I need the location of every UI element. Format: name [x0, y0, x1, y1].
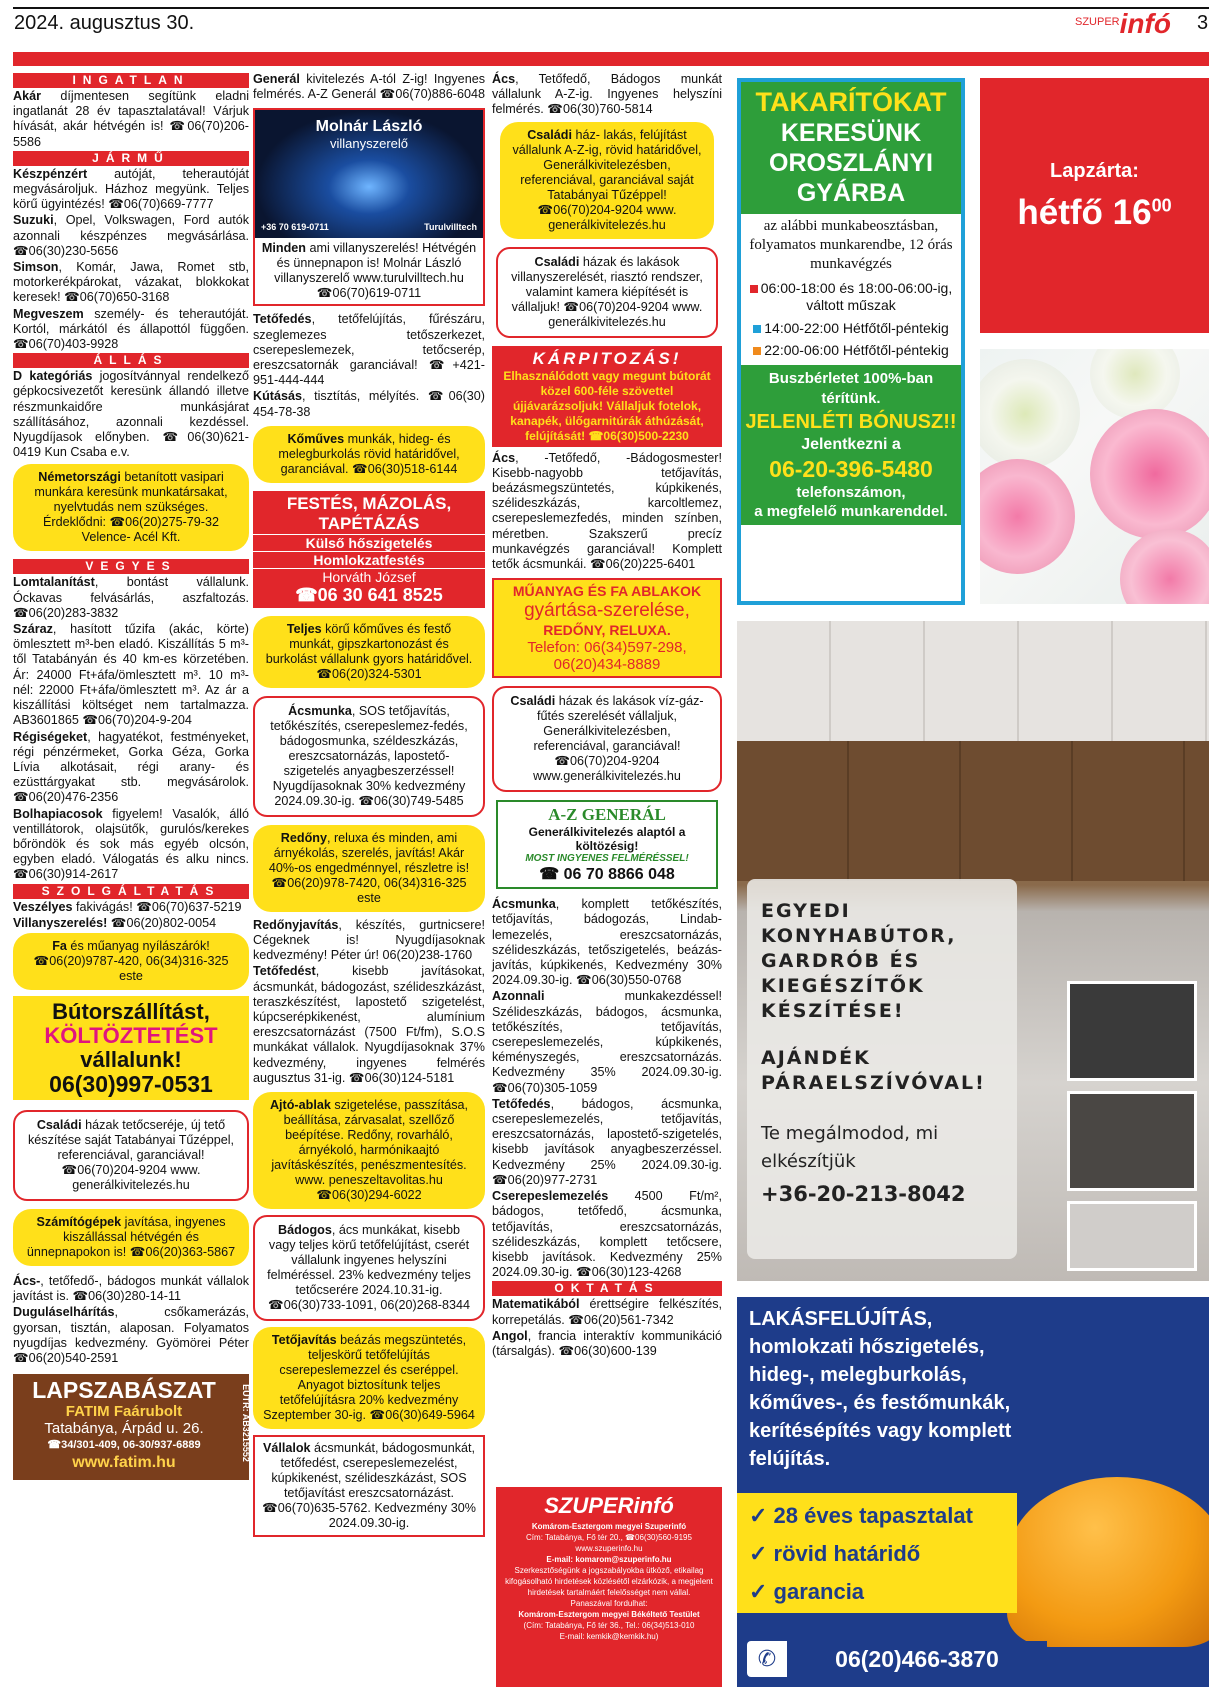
classified-ad: Tetőfedés, tetőfelújítás, fűrészáru, szeglemezes tetőszerkezet, cserepeslemezek, tetőcserép, ereszcsatornák garanciával! ☎+421-951-444-444 — [253, 312, 485, 388]
flower-pink-2 — [1090, 409, 1209, 539]
highlighted-ad: Fa és műanyag nyílászárók! ☎06(20)9787-420, 06(34)316-325 este — [13, 933, 249, 990]
shift-bullet-orange — [753, 347, 761, 355]
page-number: 3 — [1197, 12, 1209, 34]
cleaning-ad-top: TAKARÍTÓKAT KERESÜNK OROSZLÁNYI GYÁRBA — [741, 82, 961, 214]
shift-bullet-blue — [753, 325, 761, 333]
moving-ad: Bútorszállítást, KÖLTÖZTETÉST vállalunk! 06(30)997-0531 — [13, 996, 249, 1100]
classified-ad: Megveszem személy- és teherautóját. Kortól, márkától és állapottól függően. ☎06(70)403-9928 — [13, 306, 249, 352]
molnar-text: Minden ami villanyszerelés! Hétvégén és ünnepnapon is! Molnár László villanyszerelő www.turulvilltech.hu ☎06(70)619-0711 — [261, 241, 477, 301]
shift-3: 22:00-06:00 Hétfőtől-péntekig — [741, 339, 961, 361]
section-vegyes: VEGYES — [13, 559, 249, 574]
cleaning-job-ad: TAKARÍTÓKAT KERESÜNK OROSZLÁNYI GYÁRBA az alábbi munkabeosztásban, folyamatos munkarendbe, 12 órás munkavégzés 06:00-18:00 és 18:00-06:00-ig, váltott műszak 14:00-22:00 Hétfőtől-péntekig 22:00-06:00 Hétfőtől-péntekig Buszbérletet 100%-ban térítünk. JELENLÉTI BÓNUSZ!! Jelentkezni a 06-20-396-5480 telefonszámon, a megfelelő munkarenddel. PRIZMA WORK KFT. — [737, 78, 965, 605]
flower-white-2 — [1090, 349, 1180, 419]
highlighted-ad: Teljes körű kőműves és festő munkát, gipszkartonozást és burkolást vállalunk gyors határidővel. ☎06(20)324-5301 — [253, 616, 485, 688]
bordered-ad: Családi házak és lakások villanyszerelését, riasztó rendszer, valamint kamera kiépítését is vállaljuk! ☎06(70)204-9204 www. generálkivitelezés.hu — [496, 247, 718, 338]
highlighted-ad: Számítógépek javítása, ingyenes kiszállással hétvégén és ünnepnapokon is! ☎06(20)363-5867 — [13, 1209, 249, 1266]
flower-pink-3 — [1120, 529, 1209, 604]
classified-ad: Ács, Tetőfedő, Bádogos munkát vállalunk A-Z-ig. Ingyenes helyszíni felmérés. ☎06(30)760-5814 — [492, 72, 722, 117]
shift-1: 06:00-18:00 és 18:00-06:00-ig, váltott műszak — [741, 277, 961, 317]
muanyag-ad: MŰANYAG ÉS FA ABLAKOK gyártása-szerelése, REDŐNY, RELUXA. Telefon: 06(34)597-298, 06(20)434-8889 — [492, 578, 722, 678]
section-szolgaltatas: SZOLGÁLTATÁS — [13, 884, 249, 899]
molnar-ad — [253, 108, 485, 306]
kitchen-photo-1 — [1067, 981, 1197, 1081]
classified-ad: Tetőfedést, kisebb javításokat, ácsmunkát, bádogozást, szélideszkázást, teraszkészítést, lapostető szigetelést, kúpcserépkikenést, alumínium ereszcsatornázást (7500 Ft/fm), S.O.S munkákat vállalok. Nyugdíjasoknak 37% kedvezmény, ingyenes felmérés augusztus 31-ig. ☎06(30)124-5181 — [253, 964, 485, 1085]
classified-ad: Lomtalanítást, bontást vállalunk. Óckavas felvásárlás, aszfaltozás. ☎06(20)283-3832 — [13, 575, 249, 620]
classified-ad: Ácsmunka, komplett tetőkészítés, tetőjavítás, bádogozás, Lindab-lemezelés, ereszcsatornázás, szélideszkázás, tetőszigetelés, beázás-javítás, kúpkikenés, Kedvezmény 30% 2024.09.30-ig. ☎06(30)550-0768 — [492, 897, 722, 988]
karpitozas-ad: KÁRPITOZÁS! Elhasználódott vagy megunt bútorát közel 600-féle szövettel újjávarázsoljuk! Vállaljuk fotelok, kanapék, ülőgarnitúrák áthúzását, felújítását! ☎06(30)500-2230 — [492, 346, 722, 447]
phone-icon: ✆ — [757, 1646, 777, 1671]
header-logo-small: SZUPER — [1075, 16, 1120, 28]
flower-white-1 — [980, 359, 1080, 469]
highlighted-ad: Tetőjavítás beázás megszüntetés, teljeskörű tetőfelújítás cserepeslemezzel és cseréppel. Anyagot biztosítunk teljes tetőfelújításra 20% kedvezmény Szeptember 30-ig. ☎06(30)649-5964 — [253, 1327, 485, 1429]
renovation-ad: LAKÁSFELÚJÍTÁS, homlokzati hőszigetelés, hideg-, melegburkolás, kőműves-, és festőmunkák, kerítésépítés vagy komplett felújítás. ✓ 28 éves tapasztalat ✓ rövid határidő ✓ garancia ✆ 06(20)466-3870 — [737, 1297, 1209, 1687]
bordered-ad: Ácsmunka, SOS tetőjavítás, tetőkészítés, cserepeslemez-fedés, bádogosmunka, széldeszkázás, ereszcsatornázás, lapostető-szigetelés anyagbeszerzéssel! Nyugdíjasoknak 30% kedvezmény 2024.09.30-ig. ☎06(30)749-5485 — [253, 696, 485, 817]
classified-ad: Kútásás, tisztítás, mélyítés. ☎06(30) 454-78-38 — [253, 389, 485, 419]
column-2 — [253, 72, 485, 1537]
molnar-banner: Molnár László villanyszerelő +36 70 619-0711 Turulvilltech — [255, 110, 483, 238]
benefit-1: ✓ 28 éves tapasztalat — [749, 1503, 973, 1528]
classified-ad: Redőnyjavítás, készítés, gurtnicsere! Cégeknek is! Nyugdíjasoknak kedvezmény! Péter úr! 06(20)238-1760 — [253, 917, 485, 963]
kitchen-cabinets-wood — [737, 741, 1209, 881]
bordered-ad: Családi házak és lakások víz-gáz-fűtés szerelését vállaljuk, Generálkivitelezésben, referenciával, garanciával! ☎06(70)204-9204 www.generálkivitelezés.hu — [492, 686, 722, 792]
kitchen-photo-2 — [1067, 1091, 1197, 1191]
bordered-ad: Vállalok ácsmunkát, bádogosmunkát, tetőfedést, cserepeslemezelést, kúpkikenést, szélideszkázást, SOS tetőjavítást ereszcsatornázást. ☎06(70)635-5762. Kedvezmény 30% 2024.09.30-ig. — [253, 1435, 485, 1537]
highlighted-ad: Családi ház- lakás, felújítást vállalunk A-Z-ig, rövid határidővel, Generálkivitelezésben, referenciával, garanciával saját Tatabányai Tűzéppel! ☎06(70)204-9204 www. generálkivitelezés.hu — [500, 122, 714, 239]
classified-ad: Tetőfedés, bádogos, ácsmunka, cserepeslemezelés, tetőjavítás, ereszcsatornázás, lapostető-szigetelés, kisebb javítások anyagbeszerzéssel. Kedvezmény 25% 2024.09.30-ig. ☎06(20)977-2731 — [492, 1096, 722, 1187]
highlighted-ad: Ajtó-ablak szigetelése, passzítása, beállítása, zárvasalat, szellőző beépítése. Redőny, rovarháló, árnyékoló, harmónikaajtó javításkészítés, penészmentesítés. www. peneszeltavolitas.hu ☎06(30)294-6022 — [253, 1092, 485, 1209]
classified-ad: D kategóriás jogosítvánnyal rendelkező gépkocsivezetőt keresünk állandó illetve részmunkaidőre munkásjárat szállításához, azonnali kezdéssel. Nyugdíjasok előnyben. ☎06(30)621-0419 Kun Csaba e.v. — [13, 369, 250, 460]
classified-ad: Angol, francia interaktív kommunikáció (társalgás). ☎06(30)600-139 — [492, 1328, 722, 1358]
header-logo — [1075, 8, 1171, 40]
renovation-phone-bar: ✆ 06(20)466-3870 — [747, 1641, 1047, 1677]
classified-ad: Akár díjmentesen segítünk eladni ingatlanát 28 év tapasztalatával! Várjuk hívását, akár hétvégén is! ☎06(70)206-5586 — [13, 89, 249, 149]
bordered-ad: Bádogos, ács munkákat, kisebb vagy teljes körű tetőfelújítást, cserét vállalunk ingyenes helyszíni felméréssel. 23% kedvezmény teljes tetőcserére 2024.10.31-ig. ☎06(30)733-1091, 06(20)268-8344 — [253, 1215, 485, 1321]
classified-ad: Simson, Komár, Jawa, Romet stb, motorkerékpárokat, vázakat, blokkokat keresek! ☎06(70)650-3168 — [13, 260, 249, 305]
benefit-panel — [737, 1493, 1017, 1613]
lapszabaszat-ad: LAPSZABÁSZAT FATIM Faárubolt Tatabánya, Árpád u. 26. ☎34/301-409, 06-30/937-6889 www.fatim.hu EÜTR: AB3215552 — [13, 1374, 249, 1480]
highlighted-ad: Németországi betanított vasipari munkára keresünk munkatársakat, nyelvtudás nem szükséges. Érdeklődni: ☎06(20)275-79-32 Velence- Acél Kft. — [13, 464, 249, 551]
classified-ad: Azonnali munkakezdéssel! Szélideszkázás, bádogos, ácsmunka, tetőkészítés, tetőjavítás, cserepeslemezelés, kúpkikenés, kéményszegés, ereszcsatornázás. Kedvezmény 35% 2024.09.30-ig. ☎06(70)305-1059 — [492, 989, 722, 1095]
section-jarmu: JÁRMŰ — [13, 151, 249, 166]
check-icon: ✓ — [749, 1503, 774, 1528]
deadline-time: hétfő $16^{00}$ — [1017, 193, 1172, 232]
impressum-box: SZUPERinfó Komárom-Esztergom megyei Szuperinfó Cím: Tatabánya, Fő tér 20., ☎06(30)560-9195 www.szuperinfo.hu E-mail: komarom@szuperinfo.hu Szerkesztőségünk a jogszabályokba ütköző, etikailag kifogásolható hirdetések közlésétől elzárkózik, a megjelent hirdetések tartalmáért felelősséget nem vállal. Panaszával fordulhat: Komárom-Esztergom megyei Békéltető Testület (Cím: Tatabánya, Fő tér 36., Tel.: 06(34)513-010 E-mail: kemkik@kemkik.hu) — [496, 1487, 722, 1687]
column-3 — [492, 72, 722, 1360]
check-icon: ✓ — [749, 1541, 774, 1566]
classified-ad: Veszélyes fakivágás! ☎06(70)637-5219 — [13, 899, 242, 914]
shift-2: 14:00-22:00 Hétfőtől-péntekig — [741, 317, 961, 339]
impressum-logo: SZUPERinfó — [544, 1493, 674, 1518]
kitchen-cabinets-top — [737, 621, 1209, 741]
benefit-2: ✓ rövid határidő — [749, 1541, 921, 1566]
festes-ad: FESTÉS, MÁZOLÁS, TAPÉTÁZÁS Külső hőszigetelés Homlokzatfestés Horváth József ☎06 30 641 8525 — [253, 491, 485, 608]
classified-ad: Duguláselhárítás, csőkamerázás, gyorsan, tisztán, alaposan. Folyamatos nyugdíjas kedvezmény. Gyömörei Péter ☎06(20)540-2591 — [13, 1305, 249, 1365]
header-date: 2024. augusztus 30. — [14, 12, 195, 34]
classified-ad: Suzuki, Opel, Volkswagen, Ford autók azonnali készpénzes megvásárlása. ☎06(30)230-5656 — [13, 213, 249, 258]
helmet-image — [1007, 1477, 1209, 1647]
section-allas: ÁLLÁS — [13, 353, 249, 368]
classified-ad: Villanyszerelés! ☎06(20)802-0054 — [13, 915, 217, 930]
classified-ad: Cserepeslemezelés 4500 Ft/m², bádogos, tetőfedő, ácsmunka, tetőjavítás, ereszcsatornázás, szélideszkázás, komplett tetőcsere, kisebb javítások. Kedvezmény 25% 2024.09.30-ig. ☎06(30)123-4268 — [492, 1189, 722, 1280]
section-ingatlan: INGATLAN — [13, 73, 249, 88]
section-oktatas: OKTATÁS — [492, 1281, 722, 1296]
bordered-ad: Családi házak tetőcseréje, új tető készítése saját Tatabányai Tűzéppel, referenciával, garanciával! ☎06(70)204-9204 www. generálkivitelezés.hu — [13, 1110, 249, 1201]
benefit-3: ✓ garancia — [749, 1579, 865, 1604]
classified-ad: Ács-, tetőfedő-, bádogos munkát vállalok javítást is. ☎06(30)280-14-11 — [13, 1273, 249, 1304]
column-1 — [13, 72, 252, 1480]
header-red-bar — [13, 52, 1209, 66]
kitchen-photo-3 — [1067, 1201, 1197, 1271]
classified-ad: Matematikából érettségire felkészítés, korrepetálás. ☎06(20)561-7342 — [492, 1297, 722, 1327]
kitchen-text-panel: EGYEDI KONYHABÚTOR, GARDRÓB ÉS KIEGÉSZÍTŐK KÉSZÍTÉSE! AJÁNDÉK PÁRAELSZÍVÓVAL! Te megálmodod, mi elkészítjük +36-20-213-8042 — [747, 879, 1017, 1259]
header-top-rule — [13, 7, 1209, 9]
highlighted-ad: Kőműves munkák, hideg- és melegburkolás rövid határidővel, garanciával. ☎06(30)518-6144 — [253, 426, 485, 483]
classified-ad: Régiségeket, hagyatékot, festményeket, régi pénzérmeket, Gorka Géza, Gorka Lívia alkotásait, régi arany- és ezüsttárgyakat stb. megvásárolok. ☎06(20)476-2356 — [13, 729, 249, 805]
flowers-image — [980, 349, 1209, 604]
shift-bullet-red — [750, 285, 758, 293]
classified-ad: Készpénzért autóját, teherautóját megvásároljuk. Házhoz megyünk. Teljes körű ügyintézés! ☎06(70)669-7777 — [13, 166, 249, 212]
classified-ad: Ács, -Tetőfedő, -Bádogosmester! Kisebb-nagyobb tetőjavítás, beázásmegszüntetés, kúpkikenés, szélideszkázás, karcoltlemez, cserepeslemezfedés, minden színben, méretben. Szakszerű precíz munkavégzés garanciával! Komplett tetők ácsmunkái. ☎06(20)225-6401 — [492, 450, 722, 572]
az-general-ad: A-Z GENERÁL Generálkivitelezés alaptól a költözésig! MOST INGYENES FELMÉRÉSSEL! ☎ 06 70 8866 048 — [496, 800, 718, 889]
check-icon: ✓ — [749, 1579, 774, 1604]
deadline-box: Lapzárta: hétfő $16^{00}$ — [980, 78, 1209, 333]
highlighted-ad: Redőny, reluxa és minden, ami árnyékolás, szerelés, javítás! Akár 40%-os engedménnyel, részletre is! ☎06(20)978-7420, 06(34)316-325 este — [253, 825, 485, 912]
classified-ad: Bolhapiacosok figyelem! Vasalók, álló ventillátorok, olajsütők, gurulós/kerekes bőröndök és sok más egyéb olcsón, egyben eladó. Válogatás és alku nincs. ☎06(30)914-2617 — [13, 806, 249, 882]
flower-pink-1 — [980, 459, 1075, 574]
kitchen-ad — [737, 621, 1209, 1281]
classified-ad: Száraz, hasított tűzifa (akác, körte) ömlesztett m³-ben eladó. Kiszállítás 5 m³-től Tatabányán és 40 km-es körzetében. Ár: 24000 Ft+áfa/ömlesztett m³. 10 m³-nél: 22000 Ft+áfa/ömlesztett m³. Az ár a kiszállítási költséget nem tartalmazza. AB3601865 ☎06(70)204-9-204 — [13, 622, 249, 728]
header-logo-big: infó — [1119, 8, 1171, 39]
cleaning-ad-bottom: Buszbérletet 100%-ban térítünk. JELENLÉTI BÓNUSZ!! Jelentkezni a 06-20-396-5480 telefonszámon, a megfelelő munkarenddel. — [741, 365, 961, 525]
classified-ad: Generál kivitelezés A-tól Z-ig! Ingyenes felmérés. A-Z Generál ☎06(70)886-6048 — [253, 72, 485, 102]
